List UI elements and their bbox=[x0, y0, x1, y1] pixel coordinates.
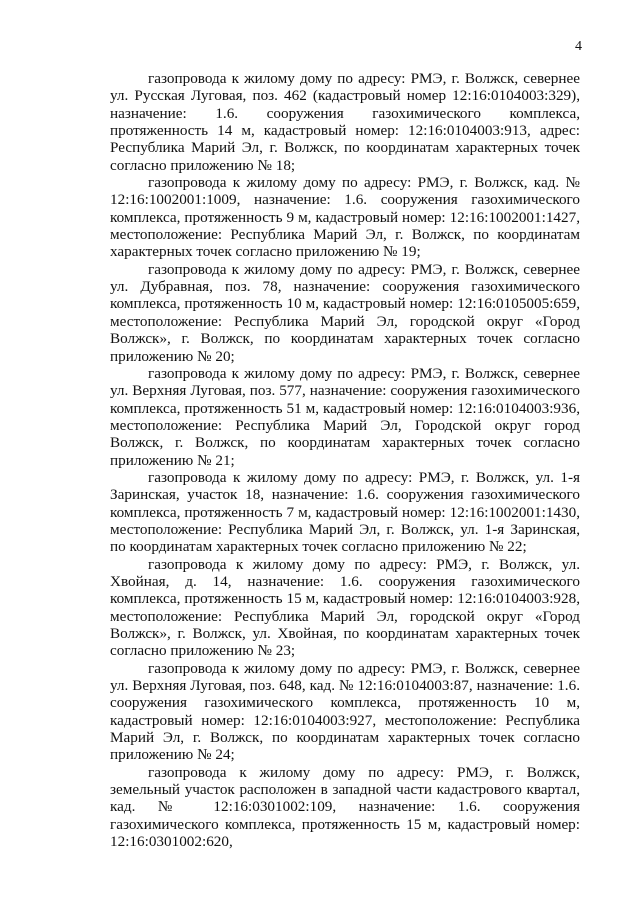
paragraph-appendix-22: газопровода к жилому дому по адресу: РМЭ, г. Волжск, ул. 1-я Заринская, участок 18, назначение: 1.6. сооружения газохимического комплекса, протяженность 7 м, кадастровый номер: 12:16:1002001:1430, местоположение: Республика Марий Эл, г. Волжск, ул. 1-я Заринская, по координатам характерных точек согласно приложению № 22; bbox=[110, 468, 580, 556]
paragraph-appendix-18: газопровода к жилому дому по адресу: РМЭ, г. Волжск, севернее ул. Русская Луговая, поз. 462 (кадастровый номер 12:16:0104003:329), назначение: 1.6. сооружения газохимического комплекса, протяженность 14 м, кадастровый номер: 12:16:0104003:913, адрес: Республика Марий Эл, г. Волжск, по координатам характерных точек согласно приложению № 18; bbox=[110, 70, 580, 174]
paragraph-appendix-24: газопровода к жилому дому по адресу: РМЭ, г. Волжск, севернее ул. Верхняя Луговая, поз. 648, кад. № 12:16:0104003:87, назначение: 1.6. сооружения газохимического комплекса, протяженность 10 м, кадастровый номер: 12:16:0104003:927, местоположение: Республика Марий Эл, г. Волжск, по координатам характерных точек согласно приложению № 24; bbox=[110, 659, 580, 764]
paragraph-appendix-21: газопровода к жилому дому по адресу: РМЭ, г. Волжск, севернее ул. Верхняя Луговая, поз. 577, назначение: сооружения газохимического комплекса, протяженность 51 м, кадастровый номер: 12:16:0104003:936, местоположение: Республика Марий Эл, Городской округ город Волжск, г. Волжск, по координатам характерных точек согласно приложению № 21; bbox=[110, 364, 580, 469]
document-body bbox=[110, 70, 580, 850]
paragraph-appendix-19: газопровода к жилому дому по адресу: РМЭ, г. Волжск, кад. № 12:16:1002001:1009, назначение: 1.6. сооружения газохимического комплекса, протяженность 9 м, кадастровый номер: 12:16:1002001:1427, местоположение: Республика Марий Эл, г. Волжск, по координатам характерных точек согласно приложению № 19; bbox=[110, 174, 580, 261]
paragraph-appendix-23: газопровода к жилому дому по адресу: РМЭ, г. Волжск, ул. Хвойная, д. 14, назначение: 1.6. сооружения газохимического комплекса, протяженность 15 м, кадастровый номер: 12:16:0104003:928, местоположение: Республика Марий Эл, городской округ «Город Волжск», г. Волжск, ул. Хвойная, по координатам характерных точек согласно приложению № 23; bbox=[110, 555, 580, 660]
paragraph-appendix-20: газопровода к жилому дому по адресу: РМЭ, г. Волжск, севернее ул. Дубравная, поз. 78, назначение: сооружения газохимического комплекса, протяженность 10 м, кадастровый номер: 12:16:0105005:659, местоположение: Республика Марий Эл, городской округ «Город Волжск», г. Волжск, по координатам характерных точек согласно приложению № 20; bbox=[110, 260, 580, 365]
paragraph-continued: газопровода к жилому дому по адресу: РМЭ, г. Волжск, земельный участок расположен в западной части кадастрового квартал, кад. № 12:16:0301002:109, назначение: 1.6. сооружения газохимического комплекса, протяженность 15 м, кадастровый номер: 12:16:0301002:620, bbox=[110, 763, 580, 851]
page-number: 4 bbox=[575, 39, 582, 54]
